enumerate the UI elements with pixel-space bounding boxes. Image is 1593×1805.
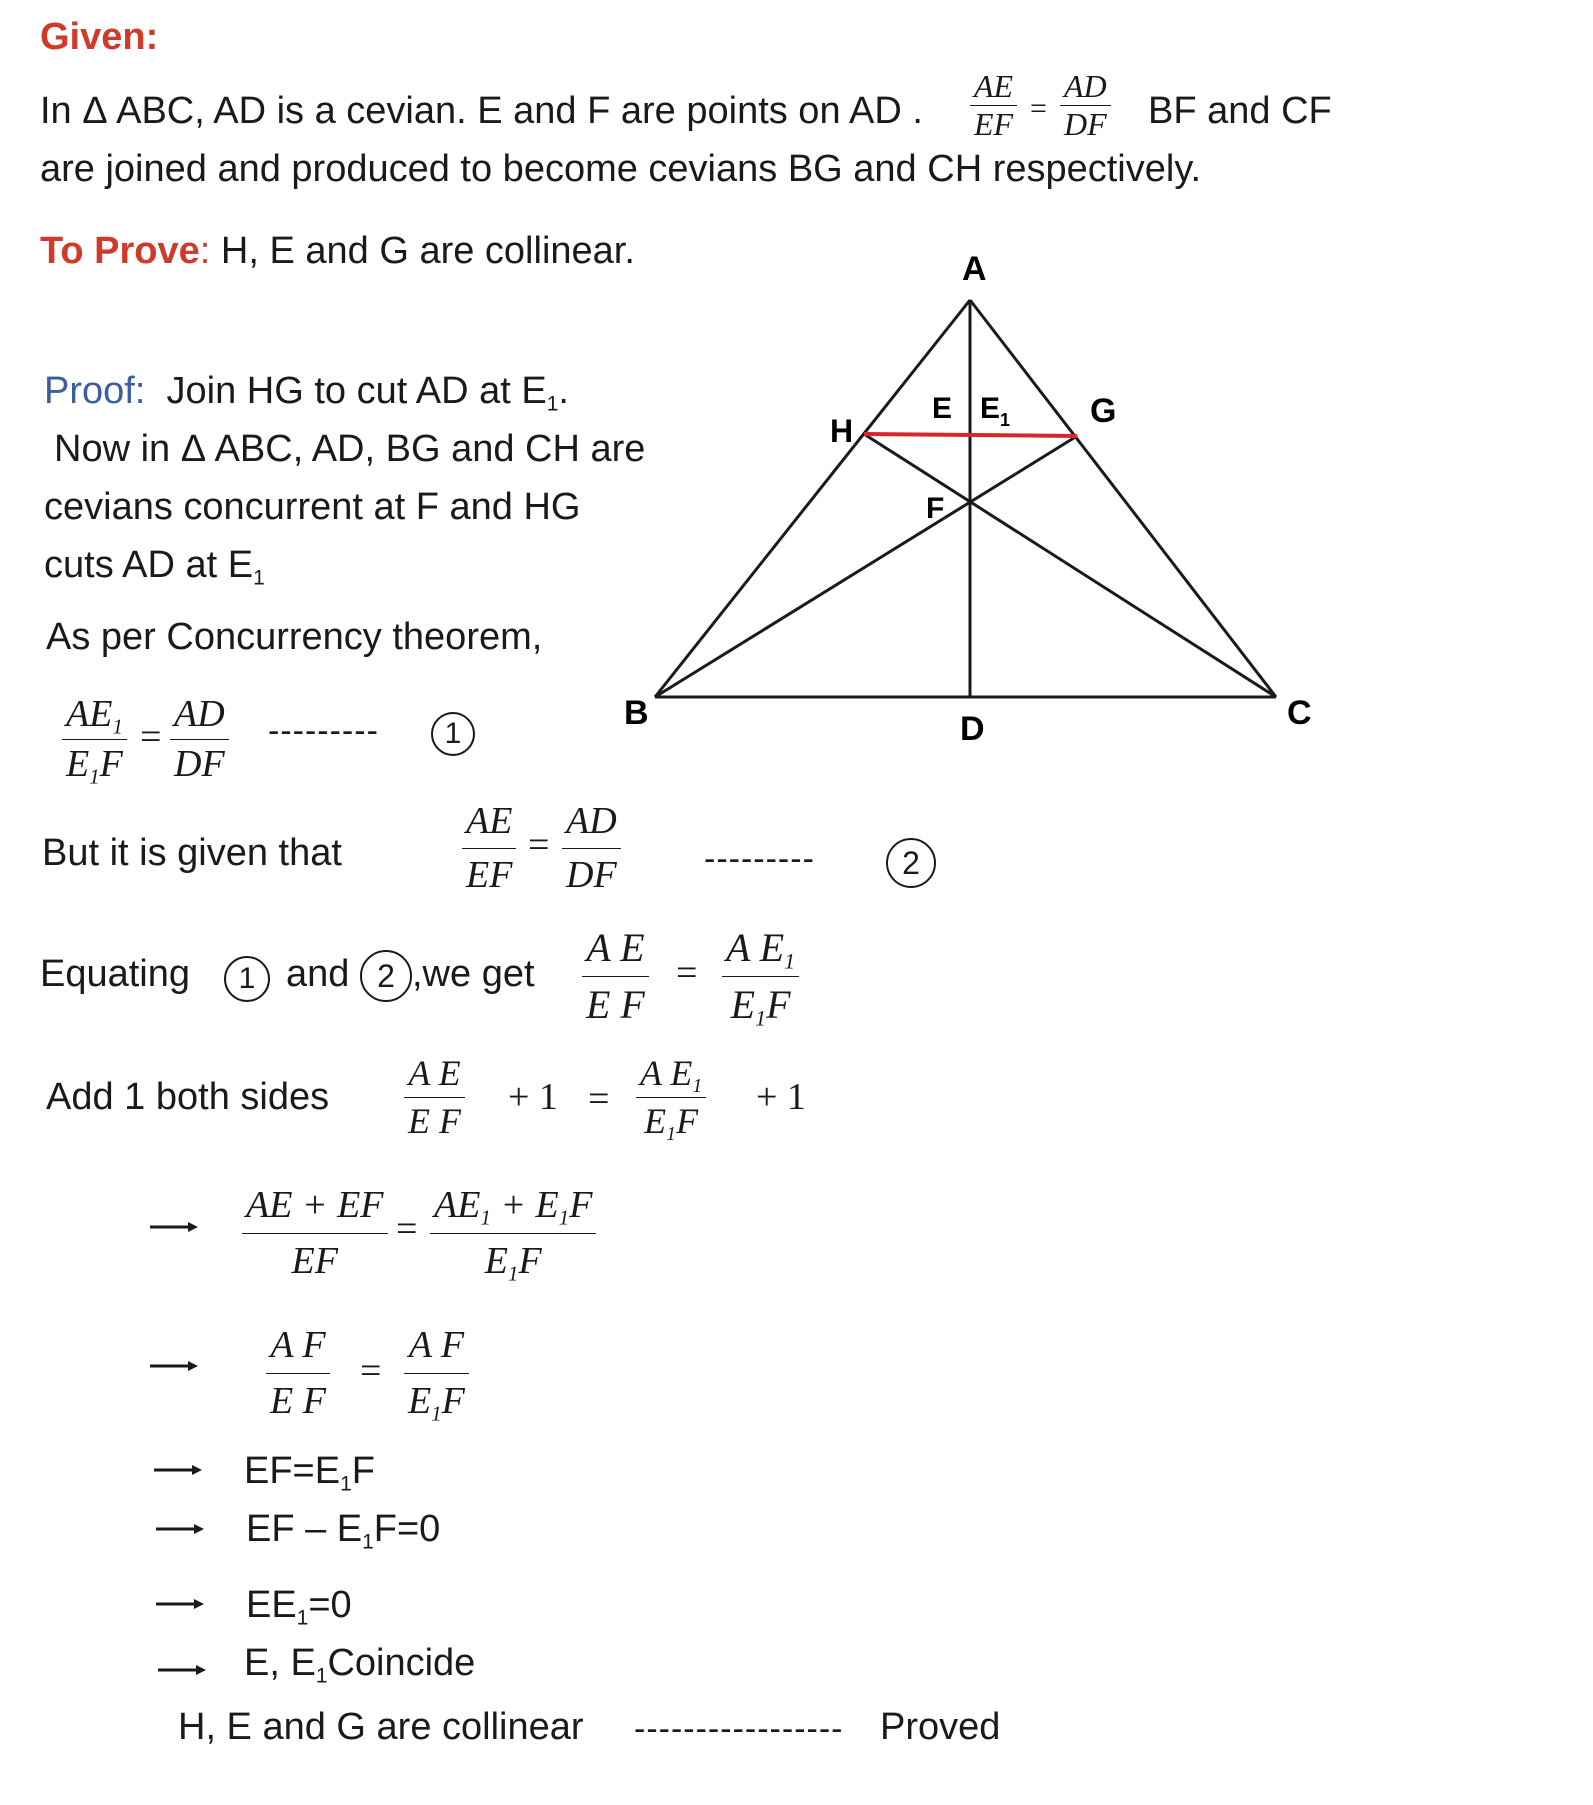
frac-denominator: E F [270, 1380, 326, 1423]
to-prove-label: To Prove [40, 230, 200, 272]
frac-denominator: EF [974, 105, 1014, 142]
given-equals-sign: = [1030, 92, 1047, 125]
diagram-label-g: G [1090, 392, 1117, 430]
frac-den-subscript: 1 [89, 764, 100, 789]
frac-numerator: AD [170, 690, 229, 740]
frac-numerator: AE [462, 795, 516, 849]
frac-den-text: E [408, 1380, 432, 1423]
step6-subscript: 1 [315, 1664, 328, 1688]
equating-text-a: Equating [40, 953, 191, 995]
frac-den-end: F [99, 743, 123, 786]
frac-denominator: DF [1064, 105, 1107, 142]
side-ab [655, 300, 970, 697]
proof-line5: As per Concurrency theorem, [46, 616, 543, 658]
eq2-marker: 2 [886, 838, 936, 888]
equating-text-c: ,we get [412, 953, 535, 995]
step3-subscript: 1 [340, 1472, 352, 1496]
side-ac [970, 300, 1276, 697]
step3-part-a: EF=E [244, 1450, 341, 1492]
diagram-label-a: A [962, 250, 987, 288]
equating-equals-sign: = [676, 952, 698, 994]
conclusion-dashes: ----------------- [634, 1710, 844, 1748]
frac-den-subscript: 1 [755, 1005, 767, 1031]
step4-part-b: F=0 [373, 1508, 441, 1550]
frac-num-text: AE [434, 1184, 481, 1226]
frac-num-subscript: 1 [692, 1074, 703, 1097]
eq2-dashes: --------- [704, 840, 815, 878]
add-one-text: Add 1 both sides [46, 1076, 330, 1118]
diagram-label-d: D [960, 710, 985, 748]
frac-numerator: AE + EF [242, 1178, 388, 1234]
frac-num-subscript: 1 [480, 1205, 491, 1230]
equating-marker-1: 1 [224, 956, 270, 1002]
cevian-ch [864, 434, 1276, 697]
eq1-marker: 1 [431, 712, 475, 756]
to-prove-text: H, E and G are collinear. [220, 230, 635, 272]
frac-numerator: AE [970, 68, 1017, 106]
frac-denominator: DF [566, 854, 617, 897]
proof-line1-subscript: 1 [546, 392, 559, 416]
proof-line3: cevians concurrent at F and HG [44, 486, 581, 528]
given-line1-text: In Δ ABC, AD is a cevian. E and F are points on AD . [40, 90, 923, 132]
frac-den-end: F [676, 1100, 699, 1141]
frac-den-subscript: 1 [666, 1122, 677, 1145]
diagram-label-e1 [980, 392, 1010, 430]
diagram-label-f: F [926, 492, 945, 525]
eq1-dashes: --------- [268, 712, 379, 750]
frac-numerator: A E [582, 920, 649, 977]
proof-line4-subscript: 1 [253, 566, 265, 590]
diagram-label-e1-subscript: 1 [1000, 410, 1011, 430]
step1-equals-sign: = [396, 1208, 418, 1250]
frac-numerator: AD [1060, 68, 1111, 106]
step5-part-b: =0 [308, 1584, 352, 1626]
frac-num-text-c: F [569, 1184, 593, 1226]
segment-hg [864, 434, 1077, 436]
frac-num-subscript: 1 [112, 714, 123, 739]
step4-subscript: 1 [362, 1530, 374, 1554]
frac-numerator: A E [404, 1050, 465, 1098]
add-one-plus-one-right: + 1 [756, 1076, 806, 1118]
diagram-label-e: E [932, 392, 953, 425]
frac-numerator: AD [562, 795, 621, 849]
frac-numerator: A F [266, 1318, 330, 1374]
frac-denominator: EF [291, 1240, 338, 1283]
conclusion-text: H, E and G are collinear [178, 1706, 584, 1748]
frac-num-text: A E [640, 1053, 693, 1093]
proof-line4-text: cuts AD at E [44, 544, 254, 586]
equating-text-b: and [286, 953, 350, 995]
eq2-text: But it is given that [42, 832, 342, 874]
diagram-lines [655, 300, 1276, 697]
diagram-label-e1-text: E [980, 392, 1001, 425]
eq1-equals-sign: = [140, 716, 162, 758]
frac-den-text: E [730, 982, 756, 1027]
proof-label: Proof: [44, 370, 146, 412]
frac-den-text: E [66, 743, 90, 786]
given-line2: are joined and produced to become cevians BG and CH respectively. [40, 148, 1202, 190]
frac-num-subscript: 1 [784, 948, 796, 974]
given-heading: Given: [40, 16, 159, 58]
to-prove-colon: : [199, 230, 211, 272]
step4-part-a: EF – E [246, 1508, 363, 1550]
diagram-label-c: C [1287, 694, 1312, 732]
proof-line1-end: . [558, 370, 569, 412]
proof-line2: Now in Δ ABC, AD, BG and CH are [54, 428, 646, 470]
given-line1-end: BF and CF [1148, 90, 1332, 132]
frac-den-subscript: 1 [507, 1261, 519, 1286]
add-one-plus-one-left: + 1 [508, 1076, 558, 1118]
frac-den-subscript: 1 [431, 1401, 442, 1426]
frac-den-text: E [644, 1100, 667, 1141]
frac-denominator: E F [586, 982, 645, 1027]
step5-part-a: EE [246, 1584, 297, 1626]
step2-equals-sign: = [360, 1350, 382, 1392]
frac-num-subscript-b: 1 [558, 1205, 570, 1230]
frac-denominator: E F [408, 1100, 461, 1141]
frac-num-text: A E [726, 925, 785, 970]
conclusion-result: Proved [880, 1706, 1001, 1748]
frac-den-end: F [518, 1240, 542, 1283]
cevian-bg [655, 436, 1077, 697]
step5-subscript: 1 [296, 1606, 309, 1630]
frac-den-end: F [766, 982, 791, 1027]
frac-den-text: E [484, 1240, 508, 1283]
proof-line1-text: Join HG to cut AD at E [166, 370, 547, 412]
frac-denominator: EF [466, 854, 513, 897]
eq2-equals-sign: = [528, 824, 550, 866]
step3-part-b: F [351, 1450, 375, 1492]
step6-part-a: E, E [244, 1642, 316, 1684]
diagram-label-h: H [830, 413, 854, 449]
frac-denominator: DF [174, 743, 225, 786]
step6-part-b: Coincide [327, 1642, 476, 1684]
equating-marker-2: 2 [360, 950, 412, 1002]
frac-den-end: F [441, 1380, 465, 1423]
add-one-equals-sign: = [588, 1078, 610, 1120]
diagram-label-b: B [624, 694, 649, 732]
frac-num-text: AE [66, 693, 113, 735]
frac-num-text-b: + E [490, 1184, 559, 1226]
frac-numerator: A F [404, 1318, 469, 1374]
